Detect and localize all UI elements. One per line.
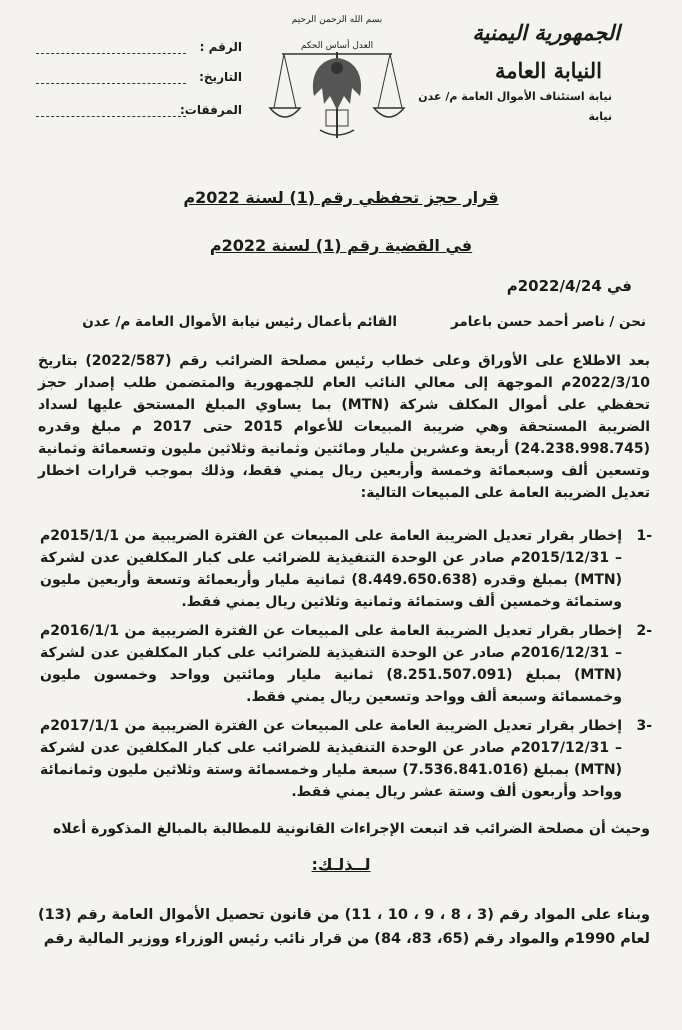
list-item: [40, 620, 652, 708]
signatory-title: القائم بأعمال رئيس نيابة الأموال العامة م/ عدن: [82, 314, 397, 330]
case-title: في القضية رقم (1) لسنة 2022م: [209, 236, 473, 255]
basmala-text: بسم الله الرحمن الرحيم: [291, 15, 383, 25]
motto-text: العدل أساس الحكم: [300, 41, 374, 51]
closing-paragraph: وبناء على المواد رقم (3 ، 8 ، 9 ، 10 ، 11) من قانون تحصيل الأموال العامة رقم (13) لعام 1990م والمواد رقم (65، 83، 84) من قرار نائب رئيس الوزراء ووزير المالية رقم: [38, 907, 651, 947]
date-label: التاريخ:: [199, 70, 242, 84]
yemen-emblem-icon: [262, 8, 412, 148]
number-field: [36, 53, 186, 54]
item-text: إخطار بقرار تعديل الضريبة العامة على المبيعات عن الفترة الضريبية من 2016/1/1م – 2016/12/31م صادر عن الوحدة التنفيذية للضرائب على كبار المكلفين عدن لشركة (MTN) بمبلغ (8.251.507.091) ثمانية مليار ومائتين وواحد وخمسون مليون وخمسمائة وسبعة ألف وواحد وتسعين ريال يمني فقط.: [40, 623, 622, 705]
signatory-name: نحن / ناصر أحمد حسن باعامر: [451, 314, 646, 330]
sub-office-line2: نيابة: [588, 110, 612, 123]
list-item: [40, 525, 652, 613]
item-number: -3: [636, 718, 652, 734]
item-text: إخطار بقرار تعديل الضريبة العامة على المبيعات عن الفترة الضريبية من 2015/1/1م – 2015/12/31م صادر عن الوحدة التنفيذية للضرائب على كبار المكلفين عدن لشركة (MTN) بمبلغ وقدره (8.449.650.638) ثمانية مليار وأربعمائة وتسعة وأربعين مليون وستمائة وخمسين ألف وستمائة وثمانية وثلاثين ريال يمني فقط.: [40, 528, 622, 610]
decision-title: قرار حجز تحفظي رقم (1) لسنة 2022م: [183, 188, 499, 207]
therefore-heading: لــذلـك:: [311, 855, 371, 874]
item-number: -1: [636, 528, 652, 544]
attachments-field: [36, 116, 186, 117]
item-text: إخطار بقرار تعديل الضريبة العامة على المبيعات عن الفترة الضريبية من 2017/1/1م – 2017/12/31م صادر عن الوحدة التنفيذية للضرائب على كبار المكلفين عدن لشركة (MTN) بمبلغ (7.536.841.016) سبعة مليار وخمسمائة وستة وثلاثين مليون وثمانمائة وواحد وأربعون ألف وستة عشر ريال يمني فقط.: [40, 718, 622, 800]
country-name: الجمهورية اليمنية: [472, 20, 620, 45]
sub-office-name: نيابة استئناف الأموال العامة م/ عدن: [418, 90, 612, 103]
office-name: النيابة العامة: [495, 58, 602, 83]
attachments-label: المرفقات:: [180, 103, 242, 117]
list-item: [40, 715, 652, 803]
item-number: -2: [636, 623, 652, 639]
intro-paragraph: بعد الاطلاع على الأوراق وعلى خطاب رئيس مصلحة الضرائب رقم (2022/587) بتاريخ 2022/3/10م الموجهة إلى معالي النائب العام للجمهورية والمتضمن طلب إصدار حجز تحفظي على أموال المكلف شركة (MTN) بما يساوي المبلغ المستحق عليها لسداد الضريبة المستحقة وهي ضريبة المبيعات للأعوام 2015 حتى 2017 م مبلغ وقدره (24.238.998.745) أربعة وعشرين مليار ومائتين وثمانية وثلاثين مليون وتسعمائة وثمانية وتسعين ألف وسبعمائة وخمسة وأربعين ريال يمني فقط، وذلك بموجب قرارات اخطار تعديل الضريبة العامة على المبيعات التالية:: [38, 353, 651, 501]
decision-date: في 2022/4/24م: [506, 277, 632, 295]
date-field: [36, 83, 186, 84]
whereas-paragraph: وحيث أن مصلحة الضرائب قد اتبعت الإجراءات القانونية للمطالبة بالمبالغ المذكورة أعلاه: [52, 821, 650, 837]
number-label: الرقم :: [199, 40, 242, 54]
